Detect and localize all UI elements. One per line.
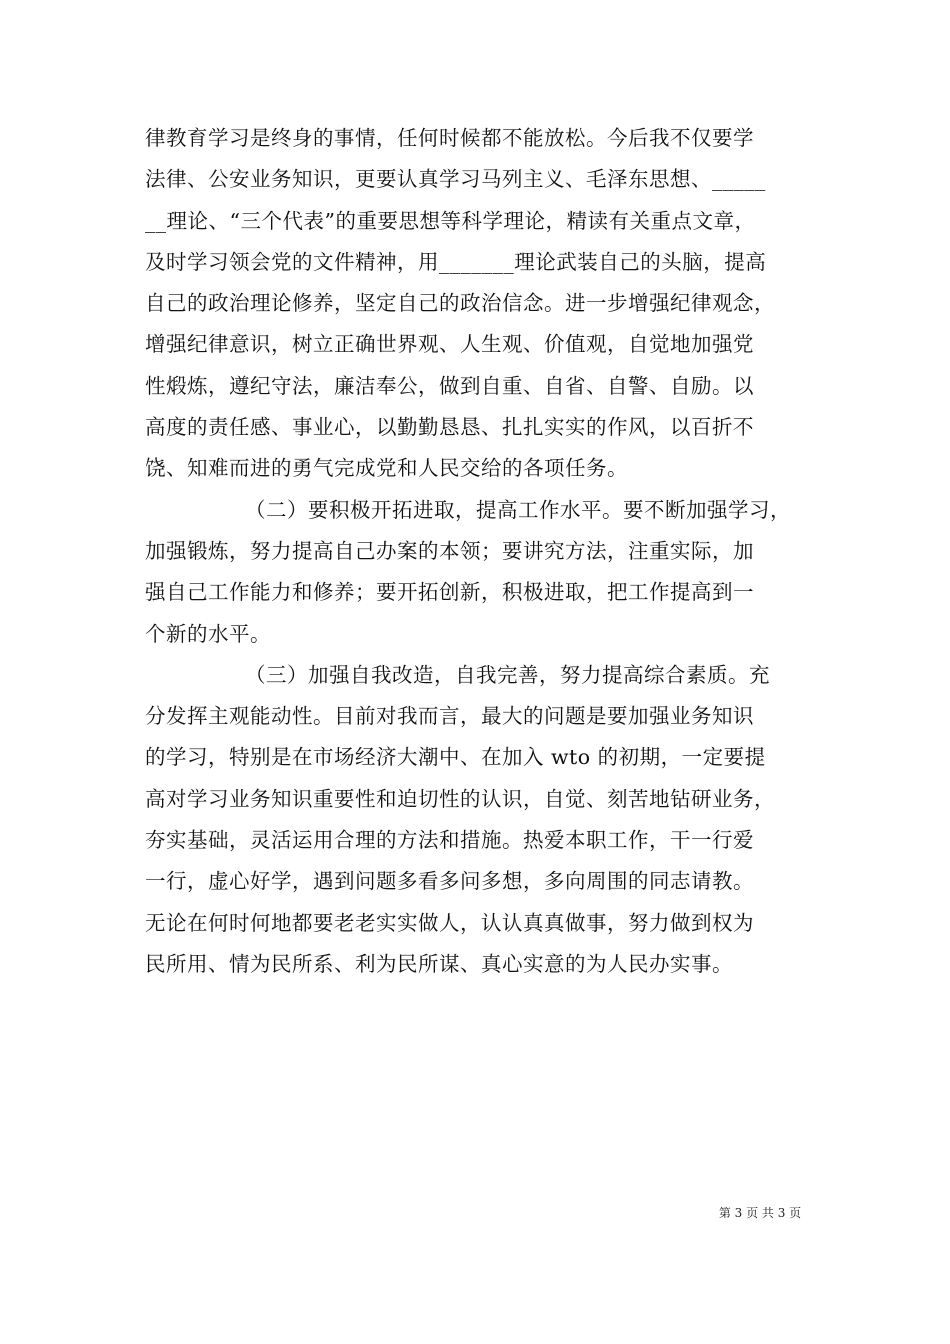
text-line: 加强锻炼，努力提高自己办案的本领；要讲究方法，注重实际，加 xyxy=(145,538,754,563)
paragraph-heading-line: （二）要积极开拓进取，提高工作水平。要不断加强学习， xyxy=(245,497,791,522)
text-line: 高对学习业务知识重要性和迫切性的认识，自觉、刻苦地钻研业务， xyxy=(145,786,775,811)
text-line: 及时学习领会党的文件精神，用_______理论武装自己的头脑，提高 xyxy=(145,249,767,274)
body-text xyxy=(145,118,817,985)
text-line: 分发挥主观能动性。目前对我而言，最大的问题是要加强业务知识 xyxy=(145,704,754,729)
text-line: 民所用、情为民所系、利为民所谋、真心实意的为人民办实事。 xyxy=(145,951,733,976)
text-line: 法律、公安业务知识，更要认真学习马列主义、毛泽东思想、_____ xyxy=(145,167,766,192)
text-line: 无论在何时何地都要老老实实做人，认认真真做事，努力做到权为 xyxy=(145,910,754,935)
text-line: 高度的责任感、事业心，以勤勤恳恳、扎扎实实的作风，以百折不 xyxy=(145,415,754,440)
text-line: 律教育学习是终身的事情，任何时候都不能放松。今后我不仅要学 xyxy=(145,126,754,150)
text-line: 的学习，特别是在市场经济大潮中、在加入 wto 的初期，一定要提 xyxy=(145,745,766,770)
text-line: __理论、“三个代表”的重要思想等科学理论，精读有关重点文章， xyxy=(145,208,756,233)
text-line: 增强纪律意识，树立正确世界观、人生观、价值观，自觉地加强党 xyxy=(145,332,754,357)
text-line: 自己的政治理论修养，坚定自己的政治信念。进一步增强纪律观念， xyxy=(145,291,775,316)
text-line: 夯实基础，灵活运用合理的方法和措施。热爱本职工作，干一行爱 xyxy=(145,828,754,853)
text-line: 个新的水平。 xyxy=(145,621,271,646)
text-line: 饶、知难而进的勇气完成党和人民交给的各项任务。 xyxy=(145,456,628,481)
text-line: 强自己工作能力和修养；要开拓创新，积极进取，把工作提高到一 xyxy=(145,580,754,605)
text-line: 一行，虚心好学，遇到问题多看多问多想，多向周围的同志请教。 xyxy=(145,869,754,894)
paragraph-heading-line: （三）加强自我改造，自我完善，努力提高综合素质。充 xyxy=(245,662,770,687)
text-line: 性煅炼，遵纪守法，廉洁奉公，做到自重、自省、自警、自励。以 xyxy=(145,373,754,398)
page-number-footer: 第 3 页 共 3 页 xyxy=(718,1206,802,1220)
